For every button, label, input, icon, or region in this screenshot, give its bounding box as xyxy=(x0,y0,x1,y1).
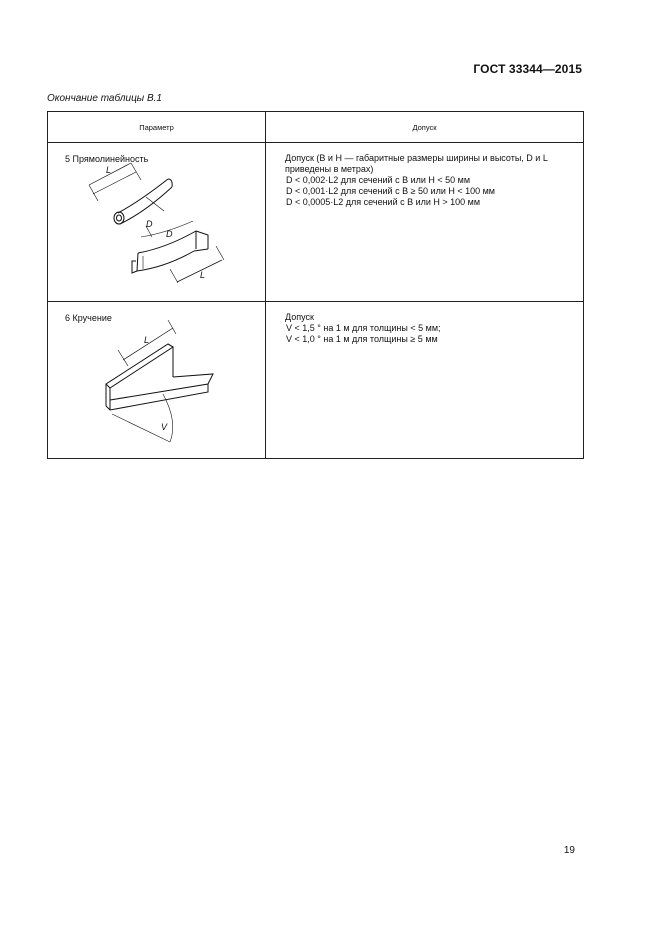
page-number: 19 xyxy=(563,845,575,856)
table-header-row xyxy=(48,112,584,143)
table-row xyxy=(48,143,584,302)
spec-table xyxy=(47,111,584,459)
tube-bottom-edge xyxy=(122,187,172,223)
fig-label-l-angle: L xyxy=(144,335,150,345)
tolerance-line: D < 0,0005·L2 для сечений с B или H > 100 мм xyxy=(286,197,481,207)
channel-front xyxy=(137,251,194,271)
table-caption: Окончание таблицы В.1 xyxy=(47,93,162,104)
tolerance-line: V < 1,5 ° на 1 м для толщины < 5 мм; xyxy=(286,323,441,333)
parameter-cell xyxy=(48,143,266,302)
fig-label-l-channel: L xyxy=(200,270,206,280)
fig-label-d-tube: D xyxy=(166,229,173,239)
table-row xyxy=(48,302,584,459)
tolerance-line: D < 0,001·L2 для сечений с B ≥ 50 или H < 100 мм xyxy=(286,186,495,196)
tolerance-cell xyxy=(266,302,584,459)
tolerance-line: V < 1,0 ° на 1 м для толщины ≥ 5 мм xyxy=(286,334,438,344)
tolerance-line: D < 0,002·L2 для сечений с B или H < 50 мм xyxy=(286,175,471,185)
tube-far-end xyxy=(168,179,172,187)
column-header-tolerance: Допуск xyxy=(266,112,584,143)
parameter-name: 5 Прямолинейность xyxy=(65,154,149,164)
parameter-name: 6 Кручение xyxy=(65,313,112,323)
tube-end xyxy=(114,212,124,224)
parameter-cell xyxy=(48,302,266,459)
tolerance-cell xyxy=(266,143,584,302)
fig-label-l-tube: L xyxy=(106,165,112,175)
fig-label-v-angle: V xyxy=(161,422,168,432)
tube-bore xyxy=(117,215,122,221)
twist-figure xyxy=(48,302,266,458)
tolerance-intro: Допуск xyxy=(285,312,314,322)
column-header-parameter: Параметр xyxy=(48,112,266,143)
angle-vertical-flange xyxy=(106,344,173,388)
tolerance-intro: Допуск (B и H — габаритные размеры ширины и высоты, D и L приведены в метрах) xyxy=(285,153,548,174)
standard-code: ГОСТ 33344—2015 xyxy=(473,62,582,76)
straightness-figure xyxy=(48,143,266,301)
fig-label-d-channel: D xyxy=(146,219,153,229)
